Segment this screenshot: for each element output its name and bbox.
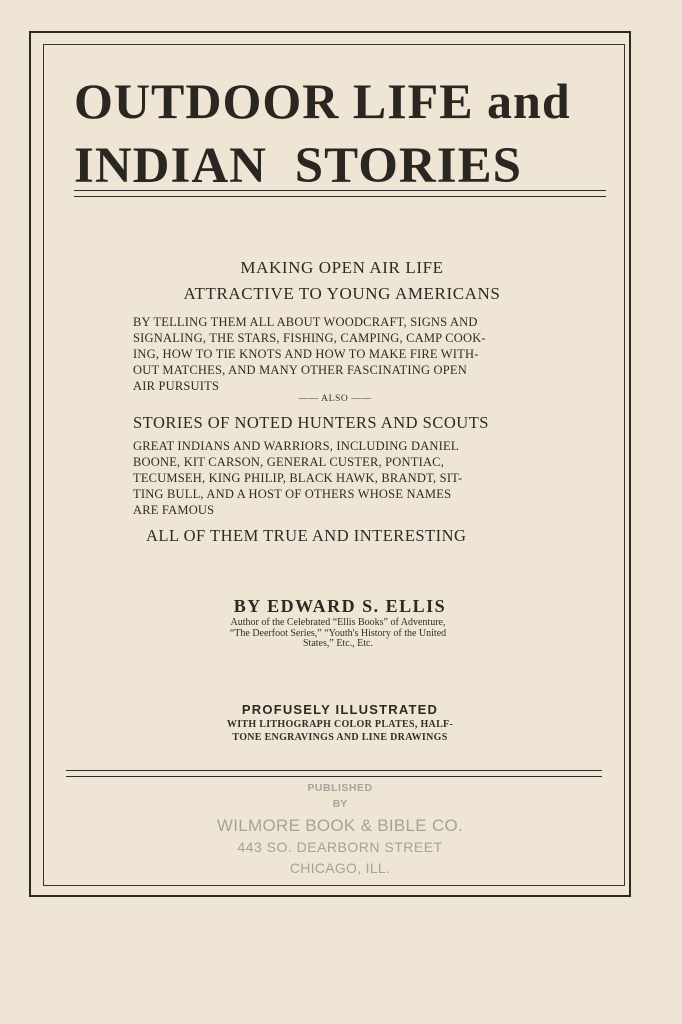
closing-line: ALL OF THEM TRUE AND INTERESTING	[146, 526, 467, 545]
author-byline: BY EDWARD S. ELLIS	[233, 596, 447, 616]
description-paragraph	[133, 314, 545, 394]
subtitle-line-1: MAKING OPEN AIR LIFE	[240, 258, 444, 277]
publisher-stamp-by: BY	[332, 798, 348, 810]
illustrations-description	[180, 718, 500, 744]
stories-line: ARE FAMOUS	[133, 503, 215, 517]
stories-line: TECUMSEH, KING PHILIP, BLACK HAWK, BRANDT, SIT-	[133, 471, 463, 485]
description-line: OUT MATCHES, AND MANY OTHER FASCINATING OPEN	[133, 363, 467, 377]
subtitle-line-2: ATTRACTIVE TO YOUNG AMERICANS	[183, 284, 501, 303]
description-line: ING, HOW TO TIE KNOTS AND HOW TO MAKE FIRE WITH-	[133, 347, 479, 361]
publisher-stamp-city: CHICAGO, ILL.	[289, 860, 391, 876]
publisher-stamp-address: 443 SO. DEARBORN STREET	[237, 839, 443, 855]
illustrations-line: TONE ENGRAVINGS AND LINE DRAWINGS	[232, 732, 448, 743]
publisher-stamp-published: PUBLISHED	[307, 782, 373, 794]
stories-heading: STORIES OF NOTED HUNTERS AND SCOUTS	[133, 413, 489, 432]
stories-line: TING BULL, AND A HOST OF OTHERS WHOSE NAMES	[133, 487, 452, 501]
illustrations-heading: PROFUSELY ILLUSTRATED	[241, 702, 439, 717]
author-note-line: States,” Etc., Etc.	[303, 638, 373, 649]
author-note-line: “The Deerfoot Series,” “Youth's History of the United	[229, 627, 447, 639]
title-line-1: OUTDOOR LIFE and	[74, 73, 571, 129]
description-line: AIR PURSUITS	[133, 379, 220, 393]
illustrations-line: WITH LITHOGRAPH COLOR PLATES, HALF-	[226, 719, 454, 730]
description-line: BY TELLING THEM ALL ABOUT WOODCRAFT, SIGNS AND	[133, 315, 478, 329]
title-double-rule	[74, 190, 606, 197]
author-note-line: Author of the Celebrated “Ellis Books” of Adventure,	[230, 617, 446, 628]
publisher-stamp-name: WILMORE BOOK & BIBLE CO.	[216, 816, 464, 835]
also-divider: —— ALSO ——	[298, 394, 372, 404]
publisher-double-rule	[66, 770, 602, 777]
stories-line: GREAT INDIANS AND WARRIORS, INCLUDING DANIEL	[133, 439, 459, 453]
stories-line: BOONE, KIT CARSON, GENERAL CUSTER, PONTIAC,	[133, 455, 445, 469]
description-line: SIGNALING, THE STARS, FISHING, CAMPING, CAMP COOK-	[133, 331, 486, 345]
title-line-2: INDIAN STORIES	[74, 138, 522, 194]
author-note	[188, 618, 488, 650]
stories-paragraph	[133, 438, 545, 518]
